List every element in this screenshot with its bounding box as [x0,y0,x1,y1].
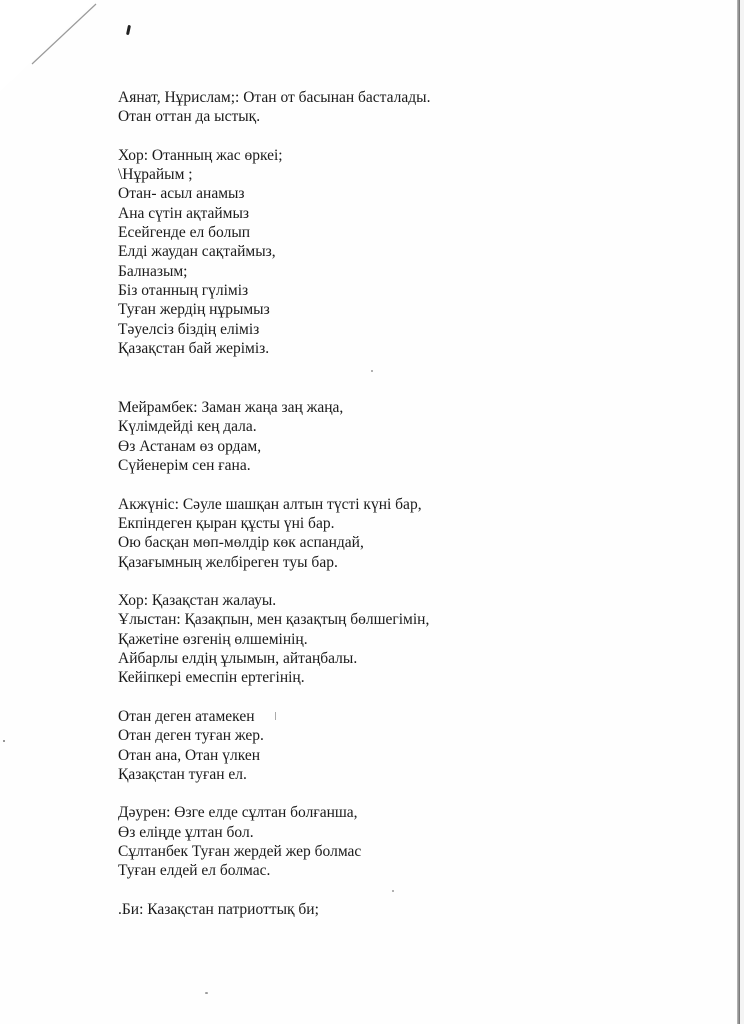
text-line: Тәуелсіз біздің еліміз [118,320,260,338]
text-line: Ою басқан мөп-мөлдір көк аспандай, [118,534,364,552]
text-line: Хор: Отанның жас өркеі; [118,146,283,164]
text-line: Екпіндеген қыран құсты үні бар. [118,514,335,532]
text-line: Аянат, Нұрислам;: Отан от басынан басталады. [118,89,431,106]
text-line: Елді жаудан сақтаймыз, [118,243,276,261]
text-line: Отан деген атамекен [118,707,255,725]
text-line: Қазақстан бай жеріміз. [118,339,270,357]
text-line: Хор: Қазақстан жалауы. [118,592,277,610]
text-line: Қазағымның желбіреген туы бар. [118,553,338,571]
stanza [118,495,658,572]
text-line: Отан оттан да ыстық. [118,108,261,126]
poem-text [118,88,658,919]
stanza [118,398,658,475]
text-line: Туған жердің нұрымыз [118,301,270,319]
text-line: Сүйенерім сен ғана. [118,457,251,475]
scan-right-margin [740,0,744,1024]
text-line: Күлімдейді кең дала. [118,418,257,436]
text-line: Қазақстан туған ел. [118,765,247,783]
text-line: Біз отанның гүліміз [118,281,249,299]
text-line: Балназым; [118,262,188,280]
text-line: Ана сүтін ақтаймыз [118,204,250,222]
text-line: Сұлтанбек Туған жердей жер болмас [118,842,362,860]
text-line: Өз еліңде ұлтан бол. [118,823,254,841]
text-line: Есейгенде ел болып [118,224,251,242]
text-line: Айбарлы елдің ұлымын, айтаңбалы. [118,650,358,668]
stanza [118,900,658,919]
text-line: .Би: Казақстан патриоттық би; [118,900,319,918]
text-line: Мейрамбек: Заман жаңа заң жаңа, [118,399,344,417]
stanza [118,591,658,687]
scan-speck [205,992,208,994]
text-line: Отан ана, Отан үлкен [118,746,261,764]
text-line: Туған елдей ел болмас. [118,862,271,880]
stanza [118,707,658,784]
text-line: Дәурен: Өзге елде сұлтан болғанша, [118,804,358,822]
stanza [118,803,658,880]
text-line: Акжүніс: Сәуле шашқан алтын түсті күні бар, [118,495,422,513]
stanza [118,146,658,358]
scan-speck [3,740,5,742]
text-line: Өз Астанам өз ордам, [118,437,262,455]
text-line: Кейіпкері емеспін ертегінің. [118,669,305,687]
text-line: Отан- асыл анамыз [118,185,245,203]
stanza [118,88,658,127]
text-line: Ұлыстан: Қазақпын, мен қазақтың бөлшегімін, [118,611,430,629]
text-line: \Нұрайым ; [118,166,193,184]
text-line: Қажетіне өзгенің өлшемінің. [118,630,308,648]
scan-right-edge-shadow [737,0,740,1024]
text-line: Отан деген туған жер. [118,727,264,745]
